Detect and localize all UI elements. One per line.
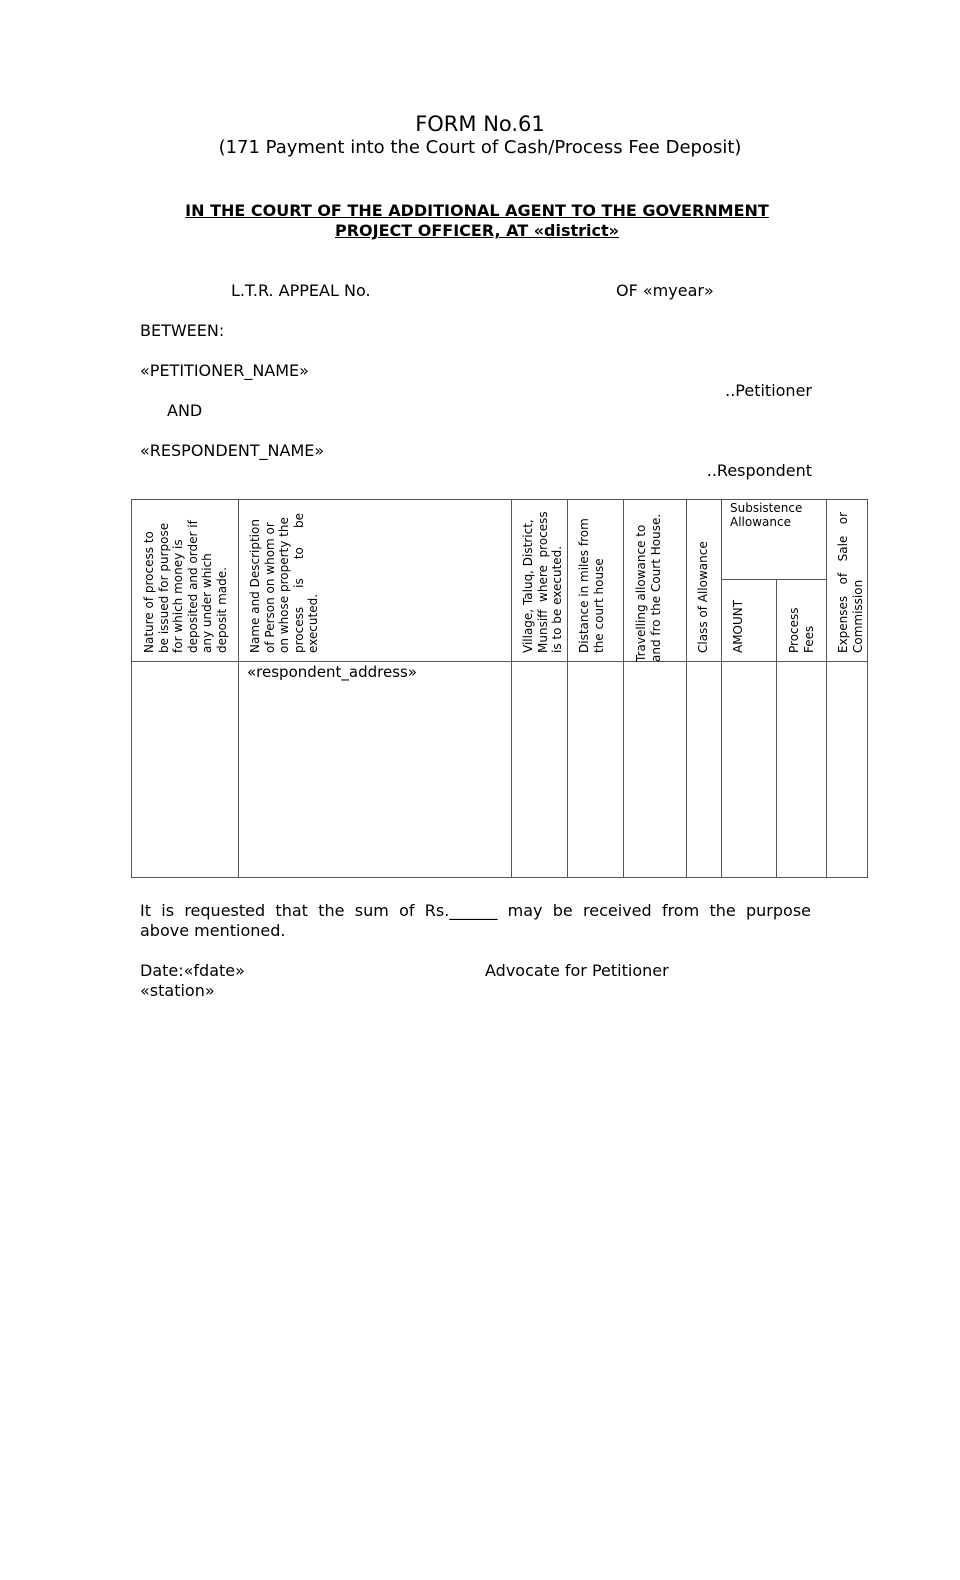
table-divider: [238, 500, 239, 877]
court-heading: [140, 201, 814, 241]
form-title: FORM No.61: [415, 112, 545, 136]
request-text-line-1: It is requested that the sum of Rs.______ may be received from the purpose: [140, 901, 811, 920]
respondent-address-cell: «respondent_address»: [247, 663, 418, 681]
court-heading-line-2: PROJECT OFFICER, AT «district»: [334, 221, 620, 240]
table-divider: [567, 500, 568, 877]
table-header-divider: [132, 661, 868, 662]
court-heading-line-1: IN THE COURT OF THE ADDITIONAL AGENT TO THE GOVERNMENT: [185, 201, 769, 220]
header-distance: Distance in miles from the court house: [577, 518, 606, 653]
header-travelling-allowance: Travelling allowance to and fro the Court House.: [634, 513, 663, 662]
header-expenses-of-sale: Expenses of Sale or Commission: [836, 511, 865, 653]
date-field: Date:«fdate»: [140, 961, 245, 980]
header-class-of-allowance: Class of Allowance: [696, 541, 710, 653]
deposit-table: [131, 499, 868, 878]
table-divider: [721, 500, 722, 877]
petitioner-name: «PETITIONER_NAME»: [140, 361, 309, 380]
subsistence-divider: [721, 579, 826, 580]
advocate-signature-label: Advocate for Petitioner: [485, 961, 669, 980]
table-divider: [686, 500, 687, 877]
header-nature-of-process: Nature of process to be issued for purpose for which money is deposited and order if any under which deposit made.: [142, 520, 229, 653]
petitioner-role: ..Petitioner: [725, 381, 812, 400]
and-label: AND: [167, 401, 203, 420]
respondent-role: ..Respondent: [706, 461, 812, 480]
header-subsistence-allowance: Subsistence Allowance: [730, 501, 803, 529]
header-name-description: Name and Description of Person on whom or on whose property the process is to be executed.: [248, 513, 320, 653]
respondent-name: «RESPONDENT_NAME»: [140, 441, 325, 460]
appeal-year-label: OF «myear»: [616, 281, 714, 300]
header-process-fees: Process Fees: [787, 607, 816, 653]
table-divider: [623, 500, 624, 877]
between-label: BETWEEN:: [140, 321, 225, 340]
table-divider: [776, 580, 777, 877]
form-subtitle: (171 Payment into the Court of Cash/Process Fee Deposit): [218, 137, 742, 158]
table-divider: [826, 500, 827, 877]
request-text-line-2: above mentioned.: [140, 921, 286, 940]
station-field: «station»: [140, 981, 215, 1000]
header-amount: AMOUNT: [731, 599, 745, 653]
table-divider: [511, 500, 512, 877]
header-village-taluq: Village, Taluq, District, Munsiff where process is to be executed.: [521, 511, 564, 653]
appeal-number-label: L.T.R. APPEAL No.: [231, 281, 371, 300]
